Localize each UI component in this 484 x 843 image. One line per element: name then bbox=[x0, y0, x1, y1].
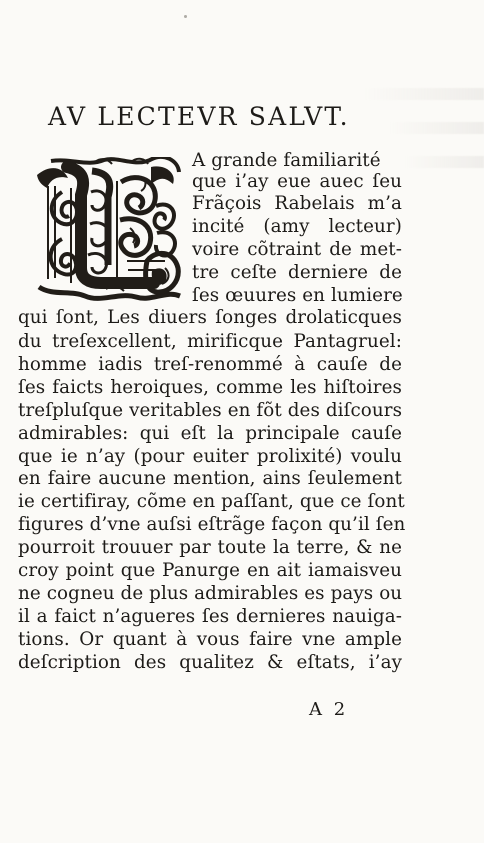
body-text-line: en faire aucune mention, ains ſeulement bbox=[18, 468, 402, 489]
show-through-text bbox=[404, 156, 484, 168]
body-text-line: que ie n’ay (pour euiter prolixité) voulu bbox=[18, 446, 402, 467]
body-text-line: ne cogneu de plus admirables es pays ou bbox=[18, 583, 403, 604]
ornamental-initial bbox=[35, 157, 182, 303]
drop-cap-text-line: ſes œuures en lumiere bbox=[192, 285, 403, 306]
page-title: AV LECTEVR SALVT. bbox=[48, 102, 350, 131]
ornamental-initial-l-icon bbox=[35, 157, 182, 303]
paper-speck bbox=[184, 15, 187, 18]
show-through-text bbox=[389, 122, 484, 134]
body-text-line: treſpluſque veritables en fõt des diſcours bbox=[18, 400, 403, 421]
body-text-line: il a faict n’agueres ſes dernieres nauiga- bbox=[18, 606, 402, 627]
body-text-line: homme iadis treſ-renommé à cauſe de bbox=[18, 354, 402, 375]
body-text-line: croy point que Panurge en ait iamaisveu bbox=[18, 560, 402, 581]
show-through-text bbox=[364, 88, 484, 100]
drop-cap-text-line: A grande familiarité bbox=[192, 150, 381, 171]
body-text-line: tions. Or quant à vous faire vne ample bbox=[18, 629, 402, 650]
drop-cap-text-line: incité (amy lecteur) bbox=[192, 216, 402, 237]
body-text-line: ie certifiray, cõme en paſſant, que ce ſont bbox=[18, 491, 405, 512]
body-text-line: figures d’vne auſsi eſtrãge façon qu’il ſen bbox=[18, 514, 406, 535]
drop-cap-text-line: voire cõtraint de met- bbox=[192, 239, 402, 260]
body-text-line: qui ſont, Les diuers ſonges drolaticques bbox=[18, 307, 402, 328]
body-text-line: admirables: qui eſt la principale cauſe bbox=[18, 423, 402, 444]
drop-cap-text-line: tre ceſte derniere de bbox=[192, 262, 402, 283]
drop-cap-text-line: que i’ay eue auec ſeu bbox=[192, 171, 402, 192]
initial-letter-text: L bbox=[78, 170, 79, 171]
body-text-line: deſcription des qualitez & eſtats, i’ay bbox=[18, 652, 402, 673]
body-text-line: du treſexcellent, mirificque Pantagruel: bbox=[18, 331, 402, 352]
body-text-line: pourroit trouuer par toute la terre, & ne bbox=[18, 537, 402, 558]
body-text-line: ſes faicts heroiques, comme les hiſtoires bbox=[18, 377, 402, 398]
drop-cap-text-line: Frãçois Rabelais m’a bbox=[192, 193, 402, 214]
signature-mark: A 2 bbox=[309, 699, 349, 720]
